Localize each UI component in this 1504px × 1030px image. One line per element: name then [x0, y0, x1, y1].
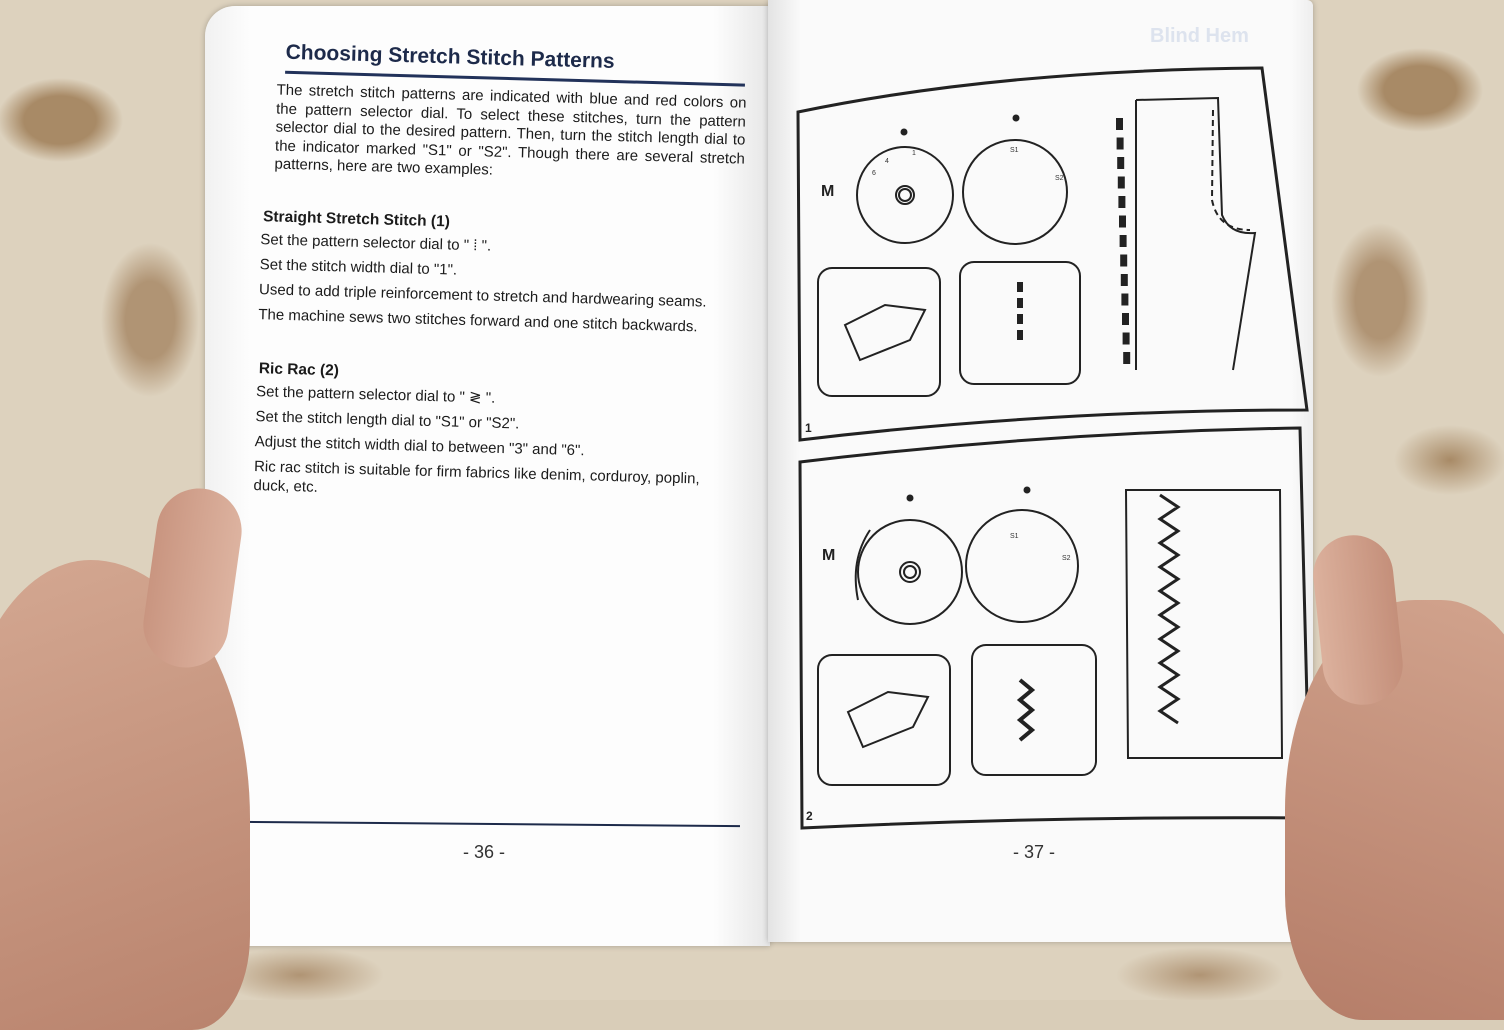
section-heading-straight-stretch: Straight Stretch Stitch (1) [262, 207, 451, 230]
stitch-mark [1119, 216, 1126, 228]
mode-label: M [821, 183, 835, 200]
stitch-mark [1117, 138, 1124, 150]
presser-foot-box [818, 268, 940, 396]
stitch-mark [1122, 313, 1129, 325]
svg-text:S2: S2 [1055, 175, 1064, 182]
instruction-line: Used to add triple reinforcement to stretch and hardwearing seams. [258, 280, 707, 311]
figure-number: 1 [805, 421, 812, 435]
stitch-mark [1117, 157, 1124, 169]
instruction-line: The machine sews two stitches forward and one stitch backwards. [258, 305, 698, 335]
figure-2-frame [800, 428, 1310, 828]
stitch-mark [1121, 274, 1128, 286]
stitch-mark [1123, 352, 1130, 364]
svg-text:1: 1 [912, 150, 916, 157]
section-heading-ric-rac: Ric Rac (2) [258, 359, 340, 379]
svg-text:S1: S1 [1010, 147, 1019, 154]
stitch-length-dial-icon [966, 510, 1078, 622]
stitch-width-dial-icon [857, 147, 953, 243]
stitch-mark [1116, 118, 1123, 130]
instruction-line: Set the pattern selector dial to " ⁞ ". [260, 230, 492, 255]
page-number-left: - 36 - [463, 842, 506, 862]
stitch-length-dial-icon [963, 140, 1067, 244]
stitch-width-dial-icon [858, 520, 962, 624]
stitch-mark [1118, 177, 1125, 189]
svg-text:S1: S1 [1010, 533, 1019, 540]
stitch-mark [1120, 235, 1127, 247]
instruction-line: Ric rac stitch is suitable for firm fabrics like denim, corduroy, poplin, duck, etc. [253, 457, 700, 496]
page-title: Choosing Stretch Stitch Patterns [285, 41, 746, 87]
presser-foot-box [818, 655, 950, 785]
page-number-right: - 37 - [1013, 842, 1056, 862]
instruction-line: Set the pattern selector dial to " ≷ ". [255, 382, 496, 407]
ric-rac-stitch-line [1160, 495, 1178, 723]
figure-number: 2 [806, 809, 813, 823]
stitch-mark [1121, 294, 1128, 306]
stitch-mark [1118, 196, 1125, 208]
ric-rac-stitch-preview [1020, 680, 1032, 740]
bleed-through-heading: Blind Hem [1150, 25, 1249, 47]
instruction-line: Set the stitch length dial to "S1" or "S2". [255, 407, 520, 432]
svg-text:S2: S2 [1062, 555, 1071, 562]
svg-text:4: 4 [885, 158, 889, 165]
mode-label: M [822, 547, 836, 564]
svg-text:6: 6 [872, 170, 876, 177]
intro-paragraph: The stretch stitch patterns are indicated with blue and red colors on the pattern selector dial. To select these stitches, turn the pattern selector dial to the desired pattern. Then, turn the stitch length dial to the indicator marked "S1" or "S2". Though there are several stretch patterns, here are two examples: [274, 81, 747, 179]
stitch-mark [1120, 255, 1127, 267]
instruction-line: Adjust the stitch width dial to between "3" and "6". [254, 432, 585, 459]
stitch-mark [1123, 333, 1130, 345]
instruction-line: Set the stitch width dial to "1". [259, 255, 458, 279]
